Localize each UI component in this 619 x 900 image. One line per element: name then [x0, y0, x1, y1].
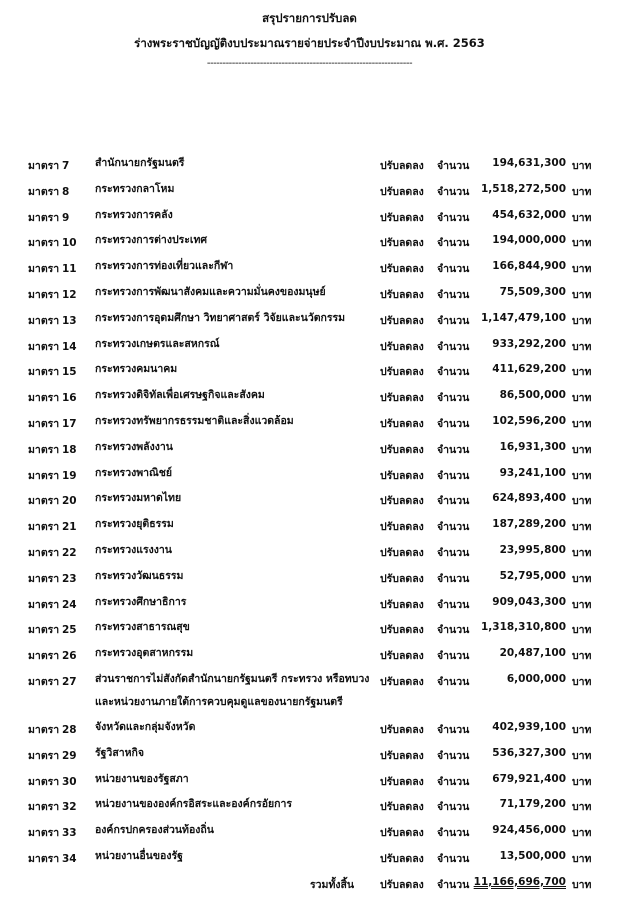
adjust-label: ปรับลดลง — [380, 650, 424, 663]
section-number: 27 — [62, 675, 77, 688]
section-label: มาตรา — [28, 185, 60, 198]
agency-name: จังหวัดและกลุ่มจังหวัด — [95, 720, 196, 733]
section-label: มาตรา — [28, 211, 60, 224]
document-title: สรุปรายการปรับลด — [262, 11, 357, 25]
amount-value: 86,500,000 — [499, 389, 566, 402]
unit-label: บาท — [572, 288, 592, 301]
amount-label: จำนวน — [437, 650, 470, 663]
unit-label: บาท — [572, 185, 592, 198]
amount-label: จำนวน — [437, 263, 470, 276]
unit-label: บาท — [572, 723, 592, 736]
amount-value: 75,509,300 — [499, 285, 566, 298]
section-number: 20 — [62, 495, 77, 508]
adjust-label: ปรับลดลง — [380, 263, 424, 276]
list-item — [0, 671, 619, 719]
agency-name: กระทรวงดิจิทัลเพื่อเศรษฐกิจและสังคม — [95, 389, 265, 402]
section-label: มาตรา — [28, 775, 60, 788]
amount-value: 1,318,310,800 — [480, 621, 566, 634]
section-label: มาตรา — [28, 572, 60, 585]
agency-name: สำนักนายกรัฐมนตรี — [95, 157, 185, 169]
section-number: 24 — [62, 598, 77, 611]
section-number: 23 — [62, 572, 77, 585]
adjust-label: ปรับลดลง — [380, 237, 424, 250]
amount-label: จำนวน — [437, 314, 470, 327]
section-number: 29 — [62, 749, 77, 762]
amount-value: 13,500,000 — [499, 849, 566, 862]
divider-line: ------------------------------------------------------------------ — [206, 58, 413, 69]
amount-value: 93,241,100 — [499, 466, 566, 479]
section-label: มาตรา — [28, 546, 60, 559]
unit-label: บาท — [572, 878, 592, 891]
unit-label: บาท — [572, 417, 592, 430]
adjust-label: ปรับลดลง — [380, 443, 424, 456]
adjust-label: ปรับลดลง — [380, 878, 424, 891]
section-label: มาตรา — [28, 675, 60, 688]
section-label: มาตรา — [28, 392, 60, 405]
adjust-label: ปรับลดลง — [380, 852, 424, 865]
amount-value: 536,327,300 — [492, 746, 566, 759]
adjust-label: ปรับลดลง — [380, 288, 424, 301]
amount-label: จำนวน — [437, 443, 470, 456]
section-number: 18 — [62, 443, 77, 456]
section-label: มาตรา — [28, 852, 60, 865]
section-label: มาตรา — [28, 263, 60, 276]
unit-label: บาท — [572, 366, 592, 379]
unit-label: บาท — [572, 211, 592, 224]
section-number: 26 — [62, 650, 77, 663]
adjust-label: ปรับลดลง — [380, 314, 424, 327]
amount-label: จำนวน — [437, 827, 470, 840]
agency-name: ส่วนราชการไม่สังกัดสำนักนายกรัฐมนตรี กระทรวง หรือทบวง และหน่วยงานภายใต้การควบคุมดูแลของนายกรัฐมนตรี — [95, 672, 370, 708]
section-label: มาตรา — [28, 801, 60, 814]
amount-value: 166,844,900 — [492, 260, 566, 273]
section-number: 30 — [62, 775, 77, 788]
agency-name: กระทรวงยุติธรรม — [95, 518, 174, 531]
unit-label: บาท — [572, 340, 592, 353]
adjust-label: ปรับลดลง — [380, 160, 424, 172]
amount-value: 933,292,200 — [492, 337, 566, 350]
unit-label: บาท — [572, 827, 592, 840]
adjust-label: ปรับลดลง — [380, 185, 424, 198]
section-number: 11 — [62, 263, 77, 276]
agency-name: กระทรวงแรงงาน — [95, 543, 172, 556]
adjust-label: ปรับลดลง — [380, 572, 424, 585]
unit-label: บาท — [572, 392, 592, 405]
amount-label: จำนวน — [437, 521, 470, 534]
amount-value: 624,893,400 — [492, 492, 566, 505]
section-label: มาตรา — [28, 237, 60, 250]
adjust-label: ปรับลดลง — [380, 775, 424, 788]
agency-name: หน่วยงานของรัฐสภา — [95, 772, 189, 785]
adjust-label: ปรับลดลง — [380, 598, 424, 611]
unit-label: บาท — [572, 852, 592, 865]
unit-label: บาท — [572, 521, 592, 534]
adjust-label: ปรับลดลง — [380, 801, 424, 814]
adjust-label: ปรับลดลง — [380, 749, 424, 762]
section-number: 21 — [62, 521, 77, 534]
amount-label: จำนวน — [437, 211, 470, 224]
section-number: 32 — [62, 801, 77, 814]
agency-name: กระทรวงมหาดไทย — [95, 492, 182, 505]
section-label: มาตรา — [28, 443, 60, 456]
amount-label: จำนวน — [437, 392, 470, 405]
section-number: 8 — [62, 185, 70, 198]
amount-label: จำนวน — [437, 469, 470, 482]
total-row — [0, 874, 619, 900]
section-number: 25 — [62, 624, 77, 637]
amount-label: จำนวน — [437, 546, 470, 559]
section-label: มาตรา — [28, 288, 60, 301]
adjust-label: ปรับลดลง — [380, 827, 424, 840]
adjust-label: ปรับลดลง — [380, 546, 424, 559]
adjust-label: ปรับลดลง — [380, 521, 424, 534]
amount-label: จำนวน — [437, 572, 470, 585]
section-label: มาตรา — [28, 160, 60, 172]
section-number: 28 — [62, 723, 77, 736]
adjust-label: ปรับลดลง — [380, 495, 424, 508]
agency-name: กระทรวงการท่องเที่ยวและกีฬา — [95, 260, 234, 273]
agency-name: กระทรวงศึกษาธิการ — [95, 595, 187, 608]
amount-label: จำนวน — [437, 598, 470, 611]
section-label: มาตรา — [28, 495, 60, 508]
unit-label: บาท — [572, 237, 592, 250]
section-label: มาตรา — [28, 723, 60, 736]
section-number: 9 — [62, 211, 70, 224]
adjust-label: ปรับลดลง — [380, 392, 424, 405]
unit-label: บาท — [572, 160, 592, 172]
amount-value: 679,921,400 — [492, 772, 566, 785]
total-amount: 11,166,696,700 — [473, 875, 566, 888]
adjust-label: ปรับลดลง — [380, 675, 424, 688]
section-number: 19 — [62, 469, 77, 482]
adjust-label: ปรับลดลง — [380, 723, 424, 736]
amount-label: จำนวน — [437, 624, 470, 637]
unit-label: บาท — [572, 469, 592, 482]
agency-name: กระทรวงการคลัง — [95, 208, 173, 221]
agency-name: กระทรวงทรัพยากรธรรมชาติและสิ่งแวดล้อม — [95, 414, 294, 427]
section-number: 15 — [62, 366, 77, 379]
amount-value: 454,632,000 — [492, 208, 566, 221]
amount-value: 909,043,300 — [492, 595, 566, 608]
agency-name: กระทรวงพาณิชย์ — [95, 466, 173, 479]
agency-name: องค์กรปกครองส่วนท้องถิ่น — [95, 824, 214, 837]
section-number: 22 — [62, 546, 77, 559]
amount-value: 6,000,000 — [506, 672, 566, 685]
amount-value: 194,631,300 — [492, 157, 566, 169]
document-subtitle: ร่างพระราชบัญญัติงบประมาณรายจ่ายประจำปีงบประมาณ พ.ศ. 2563 — [134, 36, 485, 50]
amount-value: 71,179,200 — [499, 798, 566, 811]
amount-label: จำนวน — [437, 237, 470, 250]
section-number: 34 — [62, 852, 77, 865]
section-label: มาตรา — [28, 624, 60, 637]
amount-value: 20,487,100 — [499, 647, 566, 660]
amount-label: จำนวน — [437, 852, 470, 865]
amount-label: จำนวน — [437, 340, 470, 353]
unit-label: บาท — [572, 443, 592, 456]
amount-label: จำนวน — [437, 417, 470, 430]
amount-label: จำนวน — [437, 878, 470, 891]
section-number: 13 — [62, 314, 77, 327]
section-label: มาตรา — [28, 366, 60, 379]
section-label: มาตรา — [28, 314, 60, 327]
unit-label: บาท — [572, 546, 592, 559]
amount-label: จำนวน — [437, 160, 470, 172]
section-number: 7 — [62, 160, 70, 172]
section-number: 10 — [62, 237, 77, 250]
adjust-label: ปรับลดลง — [380, 340, 424, 353]
amount-label: จำนวน — [437, 801, 470, 814]
amount-label: จำนวน — [437, 775, 470, 788]
amount-value: 1,518,272,500 — [480, 182, 566, 195]
section-label: มาตรา — [28, 650, 60, 663]
amount-value: 924,456,000 — [492, 824, 566, 837]
amount-value: 1,147,479,100 — [480, 311, 566, 324]
amount-label: จำนวน — [437, 288, 470, 301]
agency-name: หน่วยงานขององค์กรอิสระและองค์กรอัยการ — [95, 798, 293, 811]
amount-value: 16,931,300 — [499, 440, 566, 453]
amount-value: 194,000,000 — [492, 234, 566, 247]
amount-label: จำนวน — [437, 185, 470, 198]
section-label: มาตรา — [28, 521, 60, 534]
section-number: 16 — [62, 392, 77, 405]
list-item — [0, 848, 619, 874]
section-label: มาตรา — [28, 340, 60, 353]
unit-label: บาท — [572, 775, 592, 788]
amount-label: จำนวน — [437, 495, 470, 508]
adjust-label: ปรับลดลง — [380, 366, 424, 379]
amount-label: จำนวน — [437, 366, 470, 379]
unit-label: บาท — [572, 572, 592, 585]
section-number: 14 — [62, 340, 77, 353]
budget-cut-list — [0, 155, 619, 900]
amount-value: 402,939,100 — [492, 720, 566, 733]
section-label: มาตรา — [28, 749, 60, 762]
agency-name: กระทรวงเกษตรและสหกรณ์ — [95, 337, 220, 350]
agency-name: กระทรวงพลังงาน — [95, 440, 173, 453]
section-label: มาตรา — [28, 598, 60, 611]
unit-label: บาท — [572, 801, 592, 814]
section-number: 17 — [62, 417, 77, 430]
amount-value: 52,795,000 — [499, 569, 566, 582]
agency-name: กระทรวงอุตสาหกรรม — [95, 647, 194, 660]
adjust-label: ปรับลดลง — [380, 211, 424, 224]
agency-name: กระทรวงวัฒนธรรม — [95, 569, 184, 582]
amount-value: 187,289,200 — [492, 518, 566, 531]
section-label: มาตรา — [28, 417, 60, 430]
unit-label: บาท — [572, 598, 592, 611]
unit-label: บาท — [572, 624, 592, 637]
amount-label: จำนวน — [437, 723, 470, 736]
unit-label: บาท — [572, 749, 592, 762]
amount-value: 411,629,200 — [492, 363, 566, 376]
agency-name: หน่วยงานอื่นของรัฐ — [95, 849, 183, 862]
agency-name: กระทรวงกลาโหม — [95, 182, 175, 195]
agency-name: รัฐวิสาหกิจ — [95, 746, 145, 759]
amount-label: จำนวน — [437, 675, 470, 688]
unit-label: บาท — [572, 495, 592, 508]
section-label: มาตรา — [28, 827, 60, 840]
adjust-label: ปรับลดลง — [380, 469, 424, 482]
agency-name: กระทรวงสาธารณสุข — [95, 621, 190, 634]
amount-value: 23,995,800 — [499, 543, 566, 556]
agency-name: กระทรวงคมนาคม — [95, 363, 178, 376]
amount-label: จำนวน — [437, 749, 470, 762]
unit-label: บาท — [572, 263, 592, 276]
unit-label: บาท — [572, 314, 592, 327]
agency-name: กระทรวงการพัฒนาสังคมและความมั่นคงของมนุษย์ — [95, 285, 326, 298]
agency-name: กระทรวงการต่างประเทศ — [95, 234, 208, 247]
adjust-label: ปรับลดลง — [380, 624, 424, 637]
total-label: รวมทั้งสิ้น — [310, 878, 355, 891]
amount-value: 102,596,200 — [492, 414, 566, 427]
section-number: 33 — [62, 827, 77, 840]
section-label: มาตรา — [28, 469, 60, 482]
agency-name: กระทรวงการอุดมศึกษา วิทยาศาสตร์ วิจัยและนวัตกรรม — [95, 311, 346, 324]
unit-label: บาท — [572, 650, 592, 663]
unit-label: บาท — [572, 675, 592, 688]
section-number: 12 — [62, 288, 77, 301]
adjust-label: ปรับลดลง — [380, 417, 424, 430]
